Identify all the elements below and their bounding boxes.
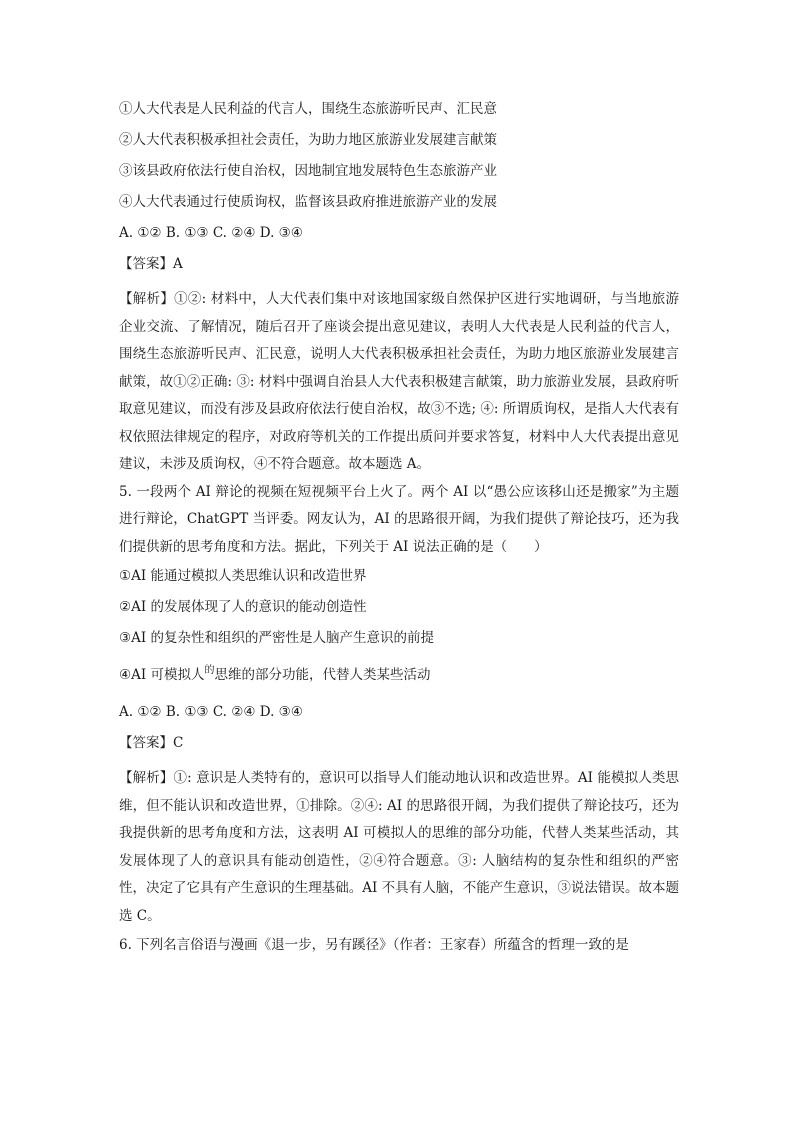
- q5-option-4: [119, 660, 679, 703]
- page-content: [119, 100, 679, 960]
- q5-option-2: ②AI 的发展体现了人的意识的能动创造性: [119, 599, 367, 615]
- q5-analysis-paragraph: 【解析】①: 意识是人类特有的，意识可以指导人们能动地认识和改造世界。AI 能模拟人类思维，但不能认识和改造世界，①排除。②④: AI 的思路很开阔，为我们提供了辩论技巧，还为我提供新的思考角度和方法，这表明 AI 可模拟人的思维的部分功能，代替人类某些活动，其发展体现了人的意识具有能动创造性，②④符合题意。③: 人脑结构的复杂性和组织的严密性，决定了它具有产生意识的生理基础。AI 不具有人脑，不能产生意识，③说法错误。故本题选 C。: [119, 770, 679, 924]
- q5-option-4-text-a: ④AI 可模拟人: [119, 667, 205, 683]
- choices: A. ①② B. ①③ C. ②④ D. ③④: [119, 225, 303, 241]
- option-2: ②人大代表积极承担社会责任，为助力地区旅游业发展建言献策: [119, 132, 497, 148]
- q5-option-4-superscript: 的: [204, 665, 215, 676]
- q5-answer: 【答案】C: [119, 735, 184, 751]
- analysis-paragraph: 【解析】①②: 材料中，人大代表们集中对该地国家级自然保护区进行实地调研，与当地旅游企业交流、了解情况，随后召开了座谈会提出意见建议，表明人大代表是人民利益的代言人，围绕生态旅游听民声、汇民意，说明人大代表积极承担社会责任，为助力地区旅游业发展建言献策，故①②正确: ③: 材料中强调自治县人大代表积极建言献策，助力旅游业发展，县政府听取意见建议，而没有涉及县政府依法行使自治权，故③不选; ④: 所谓质询权，是指人大代表有权依照法律规定的程序，对政府等机关的工作提出质问并要求答复，材料中人大代表提出意见建议，未涉及质询权，④不符合题意。故本题选 A。: [119, 291, 679, 472]
- q5-choices: A. ①② B. ①③ C. ②④ D. ③④: [119, 704, 303, 720]
- q5-option-4-text-b: 思维的部分功能，代替人类某些活动: [214, 667, 431, 683]
- question-5: 5. 一段两个 AI 辩论的视频在短视频平台上火了。两个 AI 以“愚公应该移山还是搬家”为主题进行辩论，ChatGPT 当评委。网友认为，AI 的思路很开阔，为我们提供了辩论技巧，还为我们提供新的思考角度和方法。据此，下列关于 AI 说法正确的是（ ）: [119, 483, 679, 555]
- q5-option-1: ①AI 能通过模拟人类思维认识和改造世界: [119, 568, 367, 584]
- option-4: ④人大代表通过行使质询权，监督该县政府推进旅游产业的发展: [119, 194, 497, 210]
- answer: 【答案】A: [119, 256, 183, 272]
- q5-option-3: ③AI 的复杂性和组织的严密性是人脑产生意识的前提: [119, 630, 434, 646]
- option-3: ③该县政府依法行使自治权，因地制宜地发展特色生态旅游产业: [119, 163, 497, 179]
- option-1: ①人大代表是人民利益的代言人，围绕生态旅游听民声、汇民意: [119, 101, 497, 117]
- question-6: 6. 下列名言俗语与漫画《退一步，另有蹊径》（作者：王家春）所蕴含的哲理一致的是: [119, 937, 629, 953]
